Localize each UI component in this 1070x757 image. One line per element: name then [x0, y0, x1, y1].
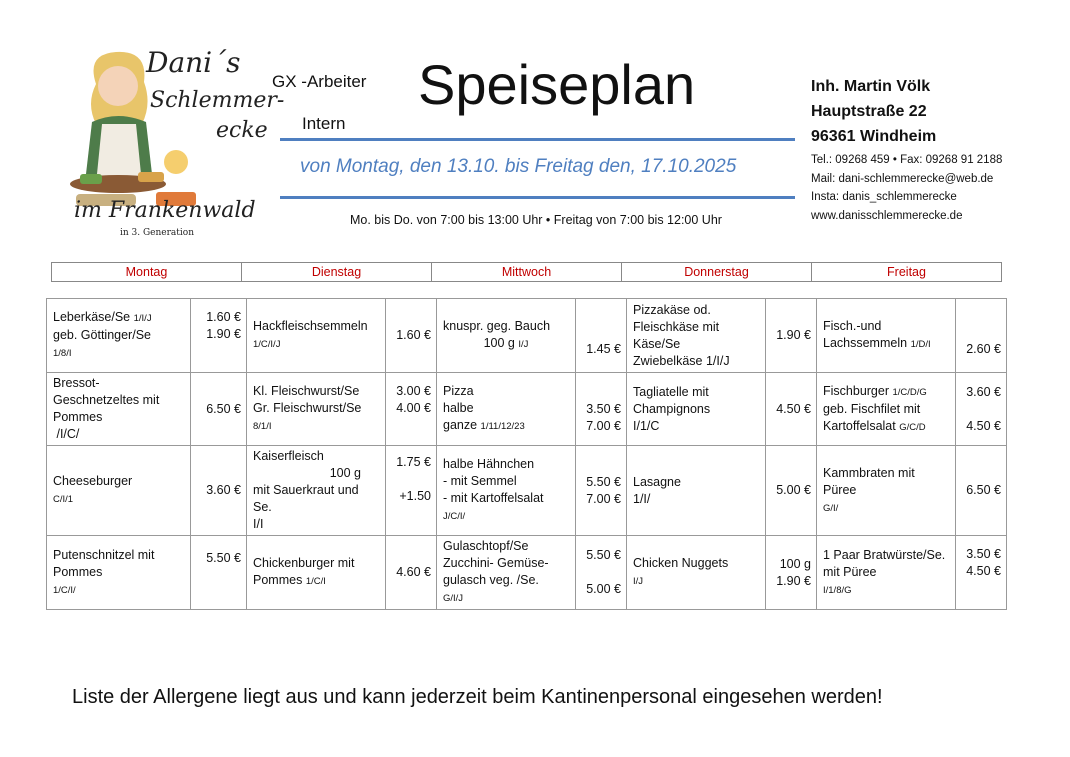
- menu-cell: Kl. Fleischwurst/Se Gr. Fleischwurst/Se 8/1/I: [247, 373, 386, 446]
- gx-label: GX -Arbeiter: [272, 72, 367, 91]
- day-monday: Montag: [125, 265, 168, 279]
- logo-text-generation: in 3. Generation: [120, 228, 194, 238]
- allergen-notice: Liste der Allergene liegt aus und kann jederzeit beim Kantinenpersonal eingesehen werden!: [72, 686, 883, 708]
- menu-cell: Leberkäse/Se 1/I/J geb. Göttinger/Se 1/8/I: [47, 299, 191, 373]
- price-cell: 5.00 €: [766, 446, 817, 536]
- menu-cell: Tagliatelle mit Champignons I/1/C: [627, 373, 766, 446]
- contact-phone: Tel.: 09268 459 • Fax: 09268 91 2188: [811, 154, 1003, 166]
- logo: [48, 38, 285, 243]
- logo-text-frankenwald: im Frankenwald: [74, 198, 256, 223]
- menu-table: [46, 298, 1007, 610]
- price-cell: 5.50 € 5.00 €: [576, 536, 627, 610]
- menu-cell: Kaiserfleisch 100 g mit Sauerkraut und Se. I/I: [247, 446, 386, 536]
- price-cell: 2.60 €: [956, 299, 1007, 373]
- menu-cell: Gulaschtopf/Se Zucchini- Gemüse- gulasch veg. /Se. G/I/J: [437, 536, 576, 610]
- owner-contact: [811, 151, 1002, 225]
- menu-cell: Bressot- Geschnetzeltes mit Pommes /I/C/: [47, 373, 191, 446]
- owner-city: 96361 Windheim: [811, 128, 937, 145]
- table-row: [47, 536, 1007, 610]
- page-title: Speiseplan: [418, 53, 696, 116]
- menu-cell: Hackfleischsemmeln 1/C/I/J: [247, 299, 386, 373]
- logo-text-ecke: ecke: [216, 118, 268, 143]
- day-friday: Freitag: [811, 263, 1001, 281]
- table-row: [47, 373, 1007, 446]
- contact-insta: Insta: danis_schlemmerecke: [811, 191, 957, 203]
- price-cell: 6.50 €: [956, 446, 1007, 536]
- menu-cell: Chicken Nuggets I/J: [627, 536, 766, 610]
- menu-cell: Pizzakäse od. Fleischkäse mit Käse/Se Zwiebelkäse 1/I/J: [627, 299, 766, 373]
- price-cell: 4.50 €: [766, 373, 817, 446]
- menu-cell: halbe Hähnchen - mit Semmel - mit Kartoffelsalat J/C/I/: [437, 446, 576, 536]
- menu-cell: Cheeseburger C/I/1: [47, 446, 191, 536]
- price-cell: 1.60 € 1.90 €: [191, 299, 247, 373]
- menu-cell: Kammbraten mit Püree G/I/: [817, 446, 956, 536]
- logo-text-schlemmer: Schlemmer-: [150, 88, 285, 113]
- period-text: von Montag, den 13.10. bis Freitag den, 17.10.2025: [300, 156, 737, 177]
- price-cell: 4.60 €: [386, 536, 437, 610]
- price-cell: 100 g 1.90 €: [766, 536, 817, 610]
- header-rule-bottom: [280, 196, 795, 199]
- menu-cell: Chickenburger mit Pommes 1/C/I: [247, 536, 386, 610]
- price-cell: 5.50 €: [191, 536, 247, 610]
- price-cell: 1.75 € +1.50: [386, 446, 437, 536]
- menu-cell: 1 Paar Bratwürste/Se. mit Püree I/1/8/G: [817, 536, 956, 610]
- day-wednesday: Mittwoch: [431, 263, 621, 281]
- day-thursday: Donnerstag: [621, 263, 811, 281]
- price-cell: 3.50 € 7.00 €: [576, 373, 627, 446]
- owner-name: Inh. Martin Völk: [811, 78, 931, 95]
- owner-address: [811, 74, 936, 149]
- price-cell: 3.50 € 4.50 €: [956, 536, 1007, 610]
- price-cell: 1.60 €: [386, 299, 437, 373]
- price-cell: 3.00 € 4.00 €: [386, 373, 437, 446]
- table-row: [47, 299, 1007, 373]
- menu-cell: Pizza halbe ganze 1/11/12/23: [437, 373, 576, 446]
- menu-cell: Lasagne 1/I/: [627, 446, 766, 536]
- menu-cell: knuspr. geg. Bauch 100 g I/J: [437, 299, 576, 373]
- owner-street: Hauptstraße 22: [811, 103, 927, 120]
- menu-cell: Fischburger 1/C/D/G geb. Fischfilet mit Kartoffelsalat G/C/D: [817, 373, 956, 446]
- contact-mail: Mail: dani-schlemmerecke@web.de: [811, 172, 994, 185]
- price-cell: 6.50 €: [191, 373, 247, 446]
- price-cell: 3.60 € 4.50 €: [956, 373, 1007, 446]
- header-rule-top: [280, 138, 795, 141]
- logo-text-dani: Dani´s: [146, 46, 241, 79]
- day-header-row: [51, 262, 1002, 282]
- price-cell: 1.45 €: [576, 299, 627, 373]
- table-row: [47, 446, 1007, 536]
- menu-cell: Putenschnitzel mit Pommes 1/C/I/: [47, 536, 191, 610]
- menu-cell: Fisch.-und Lachssemmeln 1/D/I: [817, 299, 956, 373]
- intern-label: Intern: [302, 114, 346, 133]
- price-cell: 3.60 €: [191, 446, 247, 536]
- contact-web: www.danisschlemmerecke.de: [811, 209, 963, 222]
- price-cell: 1.90 €: [766, 299, 817, 373]
- price-cell: 5.50 € 7.00 €: [576, 446, 627, 536]
- opening-hours: Mo. bis Do. von 7:00 bis 13:00 Uhr • Freitag von 7:00 bis 12:00 Uhr: [350, 213, 722, 227]
- day-tuesday: Dienstag: [241, 263, 431, 281]
